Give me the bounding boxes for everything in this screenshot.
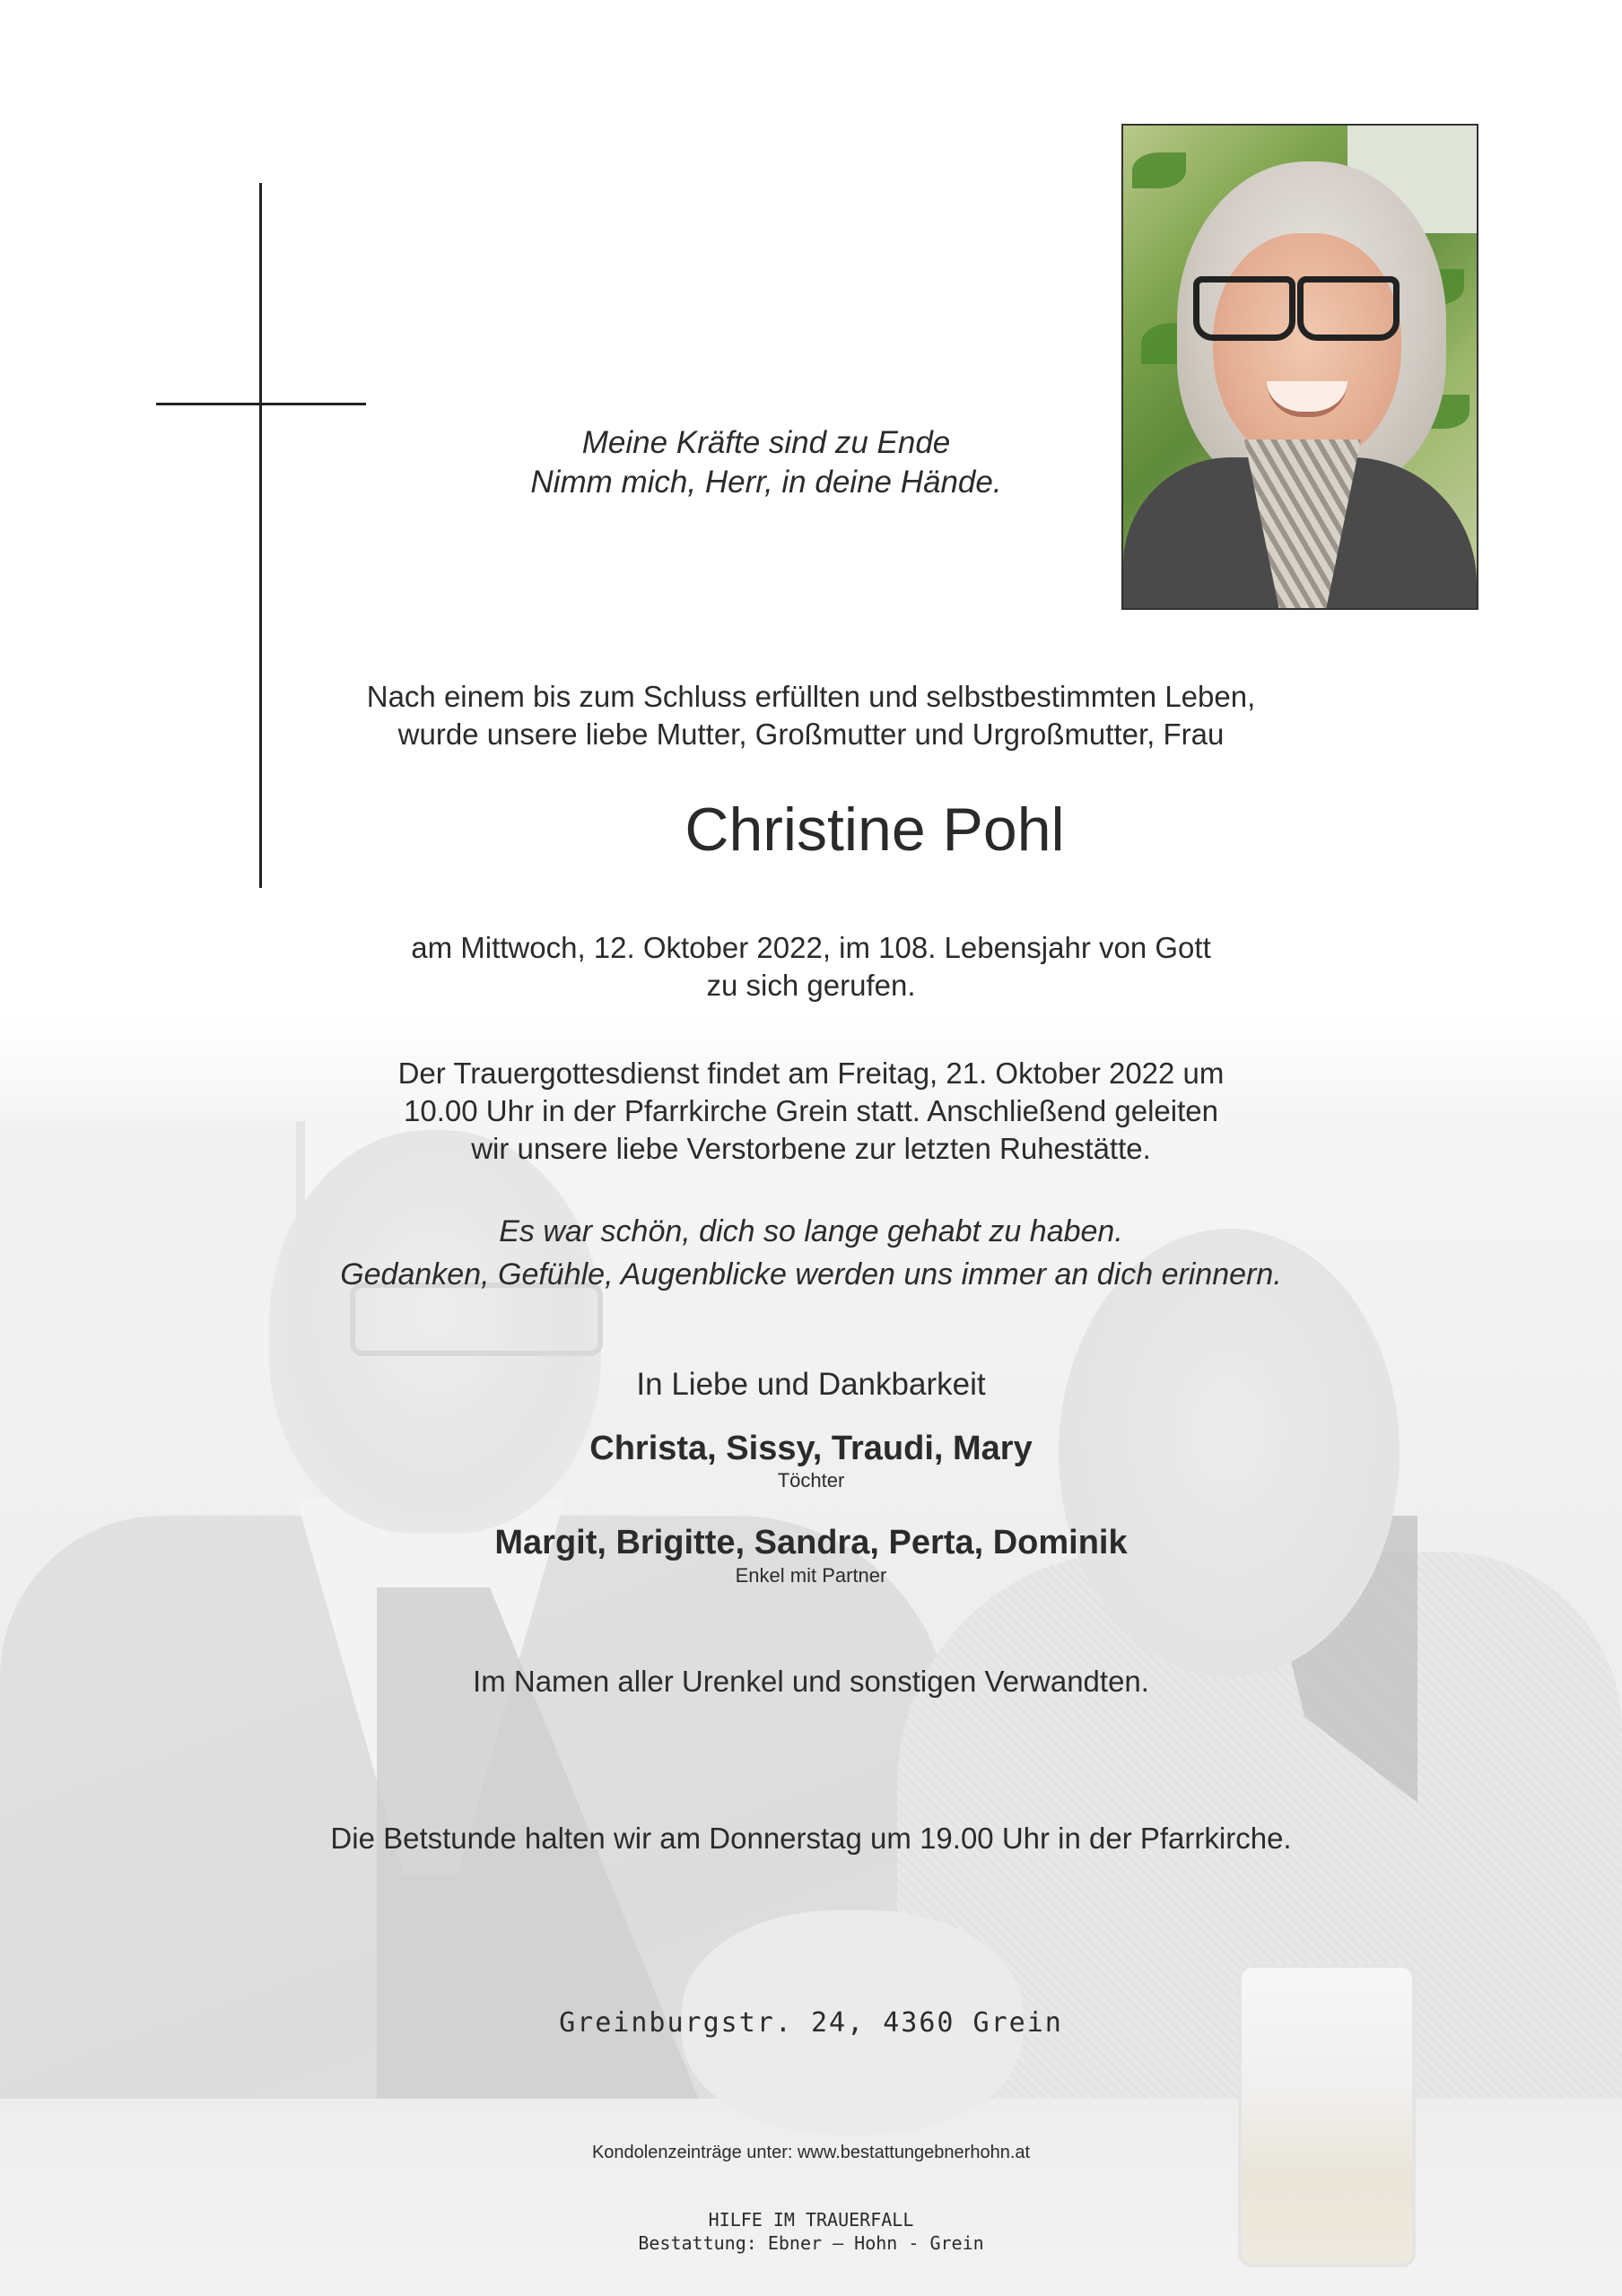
grandchildren-names: Margit, Brigitte, Sandra, Perta, Dominik [494, 1524, 1128, 1561]
gratitude-line: In Liebe und Dankbarkeit [636, 1367, 986, 1402]
background-fade-overlay [0, 1013, 1622, 2296]
funeral-line-3: wir unsere liebe Verstorbene zur letzten Ruhestätte. [471, 1132, 1151, 1165]
deceased-name: Christine Pohl [685, 796, 1065, 864]
portrait-glasses-right [1297, 276, 1400, 341]
footer-undertaker-line: Bestattung: Ebner – Hohn - Grein [638, 2232, 984, 2254]
closing-verse-line-1: Es war schön, dich so lange gehabt zu haben. [499, 1214, 1123, 1248]
opening-verse [318, 423, 1215, 502]
death-notice [0, 929, 1622, 1004]
opening-verse-line-1: Meine Kräfte sind zu Ende [581, 425, 951, 460]
daughters-label: Töchter [777, 1469, 845, 1492]
cross-icon-vertical [259, 183, 262, 888]
closing-verse [0, 1210, 1622, 1296]
portrait-photo [1121, 124, 1478, 610]
opening-verse-line-2: Nimm mich, Herr, in deine Hände. [530, 465, 1002, 500]
grandchildren-label: Enkel mit Partner [735, 1564, 887, 1587]
family-address: Greinburgstr. 24, 4360 Grein [559, 2007, 1063, 2039]
death-line-2: zu sich gerufen. [706, 969, 916, 1002]
intro-line-2: wurde unsere liebe Mutter, Großmutter und Urgroßmutter, Frau [397, 718, 1225, 751]
portrait-glasses-left [1193, 276, 1295, 341]
other-relatives-line: Im Namen aller Urenkel und sonstigen Verwandten. [473, 1665, 1149, 1698]
portrait-face [1213, 233, 1401, 466]
condolence-line: Kondolenzeinträge unter: www.bestattungebnerhohn.at [591, 2143, 1031, 2162]
portrait-leaf [1132, 152, 1186, 188]
funeral-line-2: 10.00 Uhr in der Pfarrkirche Grein statt. Anschließend geleiten [404, 1094, 1218, 1127]
intro-text [0, 678, 1622, 753]
funeral-line-1: Der Trauergottesdienst findet am Freitag, 21. Oktober 2022 um [397, 1057, 1225, 1090]
footer-help-line: HILFE IM TRAUERFALL [708, 2209, 914, 2231]
death-line-1: am Mittwoch, 12. Oktober 2022, im 108. Lebensjahr von Gott [411, 931, 1211, 964]
closing-verse-line-2: Gedanken, Gefühle, Augenblicke werden uns immer an dich erinnern. [340, 1257, 1282, 1292]
prayer-hour-line: Die Betstunde halten wir am Donnerstag um 19.00 Uhr in der Pfarrkirche. [330, 1822, 1292, 1855]
daughters-names: Christa, Sissy, Traudi, Mary [589, 1430, 1033, 1467]
intro-line-1: Nach einem bis zum Schluss erfüllten und selbstbestimmten Leben, [366, 680, 1256, 713]
funeral-info [0, 1055, 1622, 1168]
cross-icon-horizontal [156, 403, 366, 405]
